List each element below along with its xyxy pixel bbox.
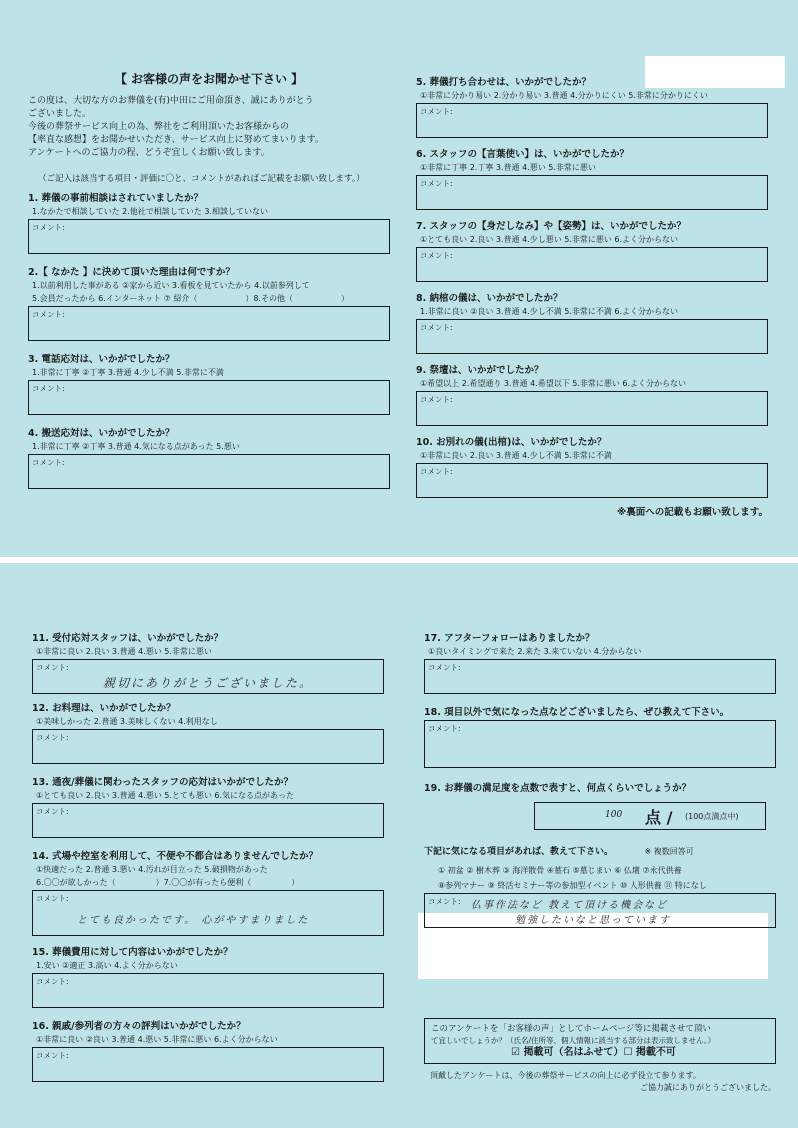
comment-box[interactable] <box>32 803 384 838</box>
question-title: 17. アフターフォローはありましたか？ <box>424 633 595 644</box>
score-value: 100 <box>605 810 623 820</box>
comment-label: コメント: <box>420 107 453 116</box>
question-options: ①快適だった 2.普通 3.悪い 4.汚れが目立った 5.破損物があった <box>36 865 268 874</box>
concern-options: ⑧参列マナー ⑨ 終活セミナー等の参加型イベント ⑩ 人形供養 ⑪ 特になし <box>438 881 707 890</box>
thanks-line: ご協力誠にありがとうございました。 <box>640 1083 776 1092</box>
question-19 <box>424 780 776 830</box>
question-options: ①非常に良い 2.良い 3.普通 4.少し不満 5.非常に不満 <box>420 451 612 460</box>
question-options: ①非常に分かり易い 2.分かり易い 3.普通 4.分かりにくい 5.非常に分かりにくい <box>420 91 708 100</box>
comment-box[interactable] <box>32 729 384 764</box>
question-title: 11. 受付応対スタッフは、いかがでしたか？ <box>32 633 224 644</box>
comment-box[interactable] <box>32 973 384 1008</box>
question-title: 15. 葬儀費用に対して内容はいかがでしたか？ <box>32 947 233 958</box>
question-title: 16. 親戚/参列者の方々の評判はいかがでしたか？ <box>32 1021 246 1032</box>
question-options: ①希望以上 2.希望通り 3.普通 4.希望以下 5.非常に悪い 6.よく分からない <box>420 379 687 388</box>
question-17 <box>424 630 776 694</box>
comment-box[interactable] <box>28 219 390 254</box>
question-10 <box>416 434 768 498</box>
comment-label: コメント: <box>36 894 69 903</box>
comment-box[interactable] <box>424 893 776 928</box>
comment-label: コメント: <box>428 663 461 672</box>
question-options: 1.非常に良い ②良い 3.普通 4.少し不満 5.非常に不満 6.よく分からない <box>420 307 679 316</box>
comment-label: コメント: <box>32 223 65 232</box>
comment-box[interactable] <box>416 463 768 498</box>
comment-box[interactable] <box>424 659 776 694</box>
question-16 <box>32 1018 384 1082</box>
question-options: 6.〇〇が欲しかった（ ）7.〇〇が有ったら便利（ ） <box>36 878 300 887</box>
question-11 <box>32 630 384 694</box>
thanks-line: 頂戴したアンケートは、今後の葬祭サービスの向上に必ず役立て参ります。 <box>430 1071 701 1080</box>
handwritten-comment: 勉強したいなと思っています <box>515 915 671 926</box>
intro-line: 今後の葬祭サービス向上の為、弊社をご利用頂いたお客様からの <box>28 122 290 132</box>
multi-answer-note: ※ 複数回答可 <box>644 847 694 856</box>
question-options: 5.会員だったから 6.インターネット ⑦ 紹介（ ）8.その他（ ） <box>32 294 349 303</box>
comment-box[interactable] <box>416 247 768 282</box>
question-options: 1.非常に丁寧 ②丁寧 3.普通 4.少し不満 5.非常に不満 <box>32 368 224 377</box>
comment-label: コメント: <box>428 724 461 733</box>
handwritten-comment: とても良かったです。 心がやすまりました <box>77 915 310 926</box>
question-options: ①良いタイミングで来た 2.来た 3.来ていない 4.分からない <box>428 647 642 656</box>
score-unit: (100点満点中) <box>685 812 739 821</box>
question-9 <box>416 362 768 426</box>
comment-box[interactable] <box>32 1047 384 1082</box>
concerns-title-text: 下記に気になる項目があれば、教えて下さい。 <box>424 847 609 857</box>
survey-title: 【 お客様の声をお聞かせ下さい 】 <box>114 72 304 86</box>
question-18 <box>424 704 776 768</box>
right-column-front <box>416 74 768 528</box>
comment-label: コメント: <box>420 323 453 332</box>
question-5 <box>416 74 768 138</box>
publish-text: このアンケートを「お客様の声」としてホームページ等に掲載させて頂い <box>431 1024 711 1034</box>
point-label: 点 / <box>645 808 673 827</box>
question-title: 6. スタッフの【言葉使い】は、いかがでしたか？ <box>416 149 630 160</box>
intro-line: ございました。 <box>28 109 92 119</box>
question-13 <box>32 774 384 838</box>
question-title: 7. スタッフの【身だしなみ】や【姿勢】は、いかがでしたか？ <box>416 221 687 232</box>
question-title: 4. 搬送応対は、いかがでしたか？ <box>28 428 175 439</box>
comment-box[interactable] <box>28 380 390 415</box>
question-title: 10. お別れの儀(出棺)は、いかがでしたか？ <box>416 437 607 448</box>
comment-box[interactable] <box>416 319 768 354</box>
comment-label: コメント: <box>32 310 65 319</box>
question-options: ①非常に丁寧 2.丁寧 3.普通 4.悪い 5.非常に悪い <box>420 163 596 172</box>
question-title: 8. 納棺の儀は、いかがでしたか？ <box>416 293 563 304</box>
intro-line: アンケートへのご協力の程、どうぞ宜しくお願い致します。 <box>28 148 270 158</box>
comment-label: コメント: <box>420 395 453 404</box>
concern-options: ① 初盆 ② 樹木葬 ③ 海洋散骨 ④墓石 ⑤墓じまい ⑥ 仏壇 ⑦永代供養 <box>438 866 682 875</box>
question-title: 5. 葬儀打ち合わせは、いかがでしたか？ <box>416 77 592 88</box>
comment-box[interactable] <box>32 659 384 694</box>
comment-label: コメント: <box>32 384 65 393</box>
instruction-note: （ご記入は該当する項目・評価に〇と、コメントがあればご記載をお願い致します。） <box>38 174 365 184</box>
question-15 <box>32 944 384 1008</box>
comment-box[interactable] <box>424 720 776 768</box>
comment-label: コメント: <box>428 897 461 906</box>
question-title: 18. 項目以外で気になった点などございましたら、ぜひ教えて下さい。 <box>424 707 730 718</box>
question-title: 2.【 なかた 】に決めて頂いた理由は何ですか？ <box>28 267 235 278</box>
question-title: 19. お葬儀の満足度を点数で表すと、何点くらいでしょうか？ <box>424 783 692 794</box>
question-7 <box>416 218 768 282</box>
publish-choice[interactable]: ☑ 掲載可（名はふせて）☐ 掲載不可 <box>511 1047 676 1058</box>
question-title: 14. 式場や控室を利用して、不便や不都合はありませんでしたか？ <box>32 851 318 862</box>
back-page-note: ※裏面への記載もお願い致します。 <box>617 507 768 518</box>
question-options: ①非常に良い 2.良い 3.普通 4.悪い 5.非常に悪い <box>36 647 212 656</box>
question-title: 13. 通夜/葬儀に関わったスタッフの応対はいかがでしたか？ <box>32 777 294 788</box>
comment-box[interactable] <box>416 175 768 210</box>
intro-line: 【率直な感想】をお聞かせいただき、サービス向上に努めてまいります。 <box>28 135 324 145</box>
survey-page-front <box>0 0 798 557</box>
question-6 <box>416 146 768 210</box>
question-4 <box>28 425 390 489</box>
comment-label: コメント: <box>420 179 453 188</box>
comment-label: コメント: <box>36 663 69 672</box>
question-title: 1. 葬儀の事前相談はされていましたか？ <box>28 193 204 204</box>
comment-label: コメント: <box>36 807 69 816</box>
right-column-back <box>424 630 776 1094</box>
question-12 <box>32 700 384 764</box>
question-options: ①とても良い 2.良い 3.普通 4.悪い 5.とても悪い 6.気になる点があった <box>36 791 294 800</box>
intro-line: この度は、大切な方のお葬儀を(有)中田にご用命頂き、誠にありがとう <box>28 96 314 106</box>
question-title: 9. 祭壇は、いかがでしたか？ <box>416 365 544 376</box>
comment-label: コメント: <box>420 467 453 476</box>
concerns-section <box>424 844 776 928</box>
comment-box[interactable] <box>416 391 768 426</box>
question-options: 1.安い ②適正 3.高い 4.よく分からない <box>36 961 178 970</box>
score-box[interactable] <box>534 802 766 830</box>
question-14 <box>32 848 384 936</box>
comment-box[interactable] <box>32 890 384 936</box>
publish-text: て宜しいでしょうか？（氏名/住所等、個人情報に該当する部分は表示致しません。） <box>431 1036 716 1045</box>
left-column-front <box>28 70 390 489</box>
question-options: ①美味しかった 2.普通 3.美味しくない 4.利用なし <box>36 717 218 726</box>
question-1 <box>28 190 390 254</box>
question-options: 1.非常に丁寧 ②丁寧 3.普通 4.気になる点があった 5.悪い <box>32 442 240 451</box>
question-title: 12. お料理は、いかがでしたか？ <box>32 703 176 714</box>
comment-label: コメント: <box>36 977 69 986</box>
question-2 <box>28 264 390 341</box>
handwritten-comment: 親切にありがとうございました。 <box>103 676 314 690</box>
comment-box[interactable] <box>28 306 390 341</box>
left-column-back <box>32 630 384 1082</box>
comment-label: コメント: <box>36 1051 69 1060</box>
question-3 <box>28 351 390 415</box>
concerns-title <box>424 844 776 857</box>
question-options: 1.以前利用した事がある ②家から近い 3.看板を見ていたから 4.以前参列して <box>32 281 310 290</box>
handwritten-comment: 仏事作法など 教えて頂ける機会など <box>471 900 669 911</box>
comment-label: コメント: <box>420 251 453 260</box>
publish-consent-box <box>424 1018 776 1064</box>
question-title: 3. 電話応対は、いかがでしたか？ <box>28 354 175 365</box>
comment-label: コメント: <box>36 733 69 742</box>
question-8 <box>416 290 768 354</box>
question-options: ①とても良い 2.良い 3.普通 4.少し悪い 5.非常に悪い 6.よく分からない <box>420 235 679 244</box>
question-options: 1.なかたで相談していた 2.他社で相談していた 3.相談していない <box>32 207 268 216</box>
comment-label: コメント: <box>32 458 65 467</box>
question-options: ①非常に良い ②良い 3.普通 4.悪い 5.非常に悪い 6.よく分からない <box>36 1035 278 1044</box>
comment-box[interactable] <box>28 454 390 489</box>
comment-box[interactable] <box>416 103 768 138</box>
